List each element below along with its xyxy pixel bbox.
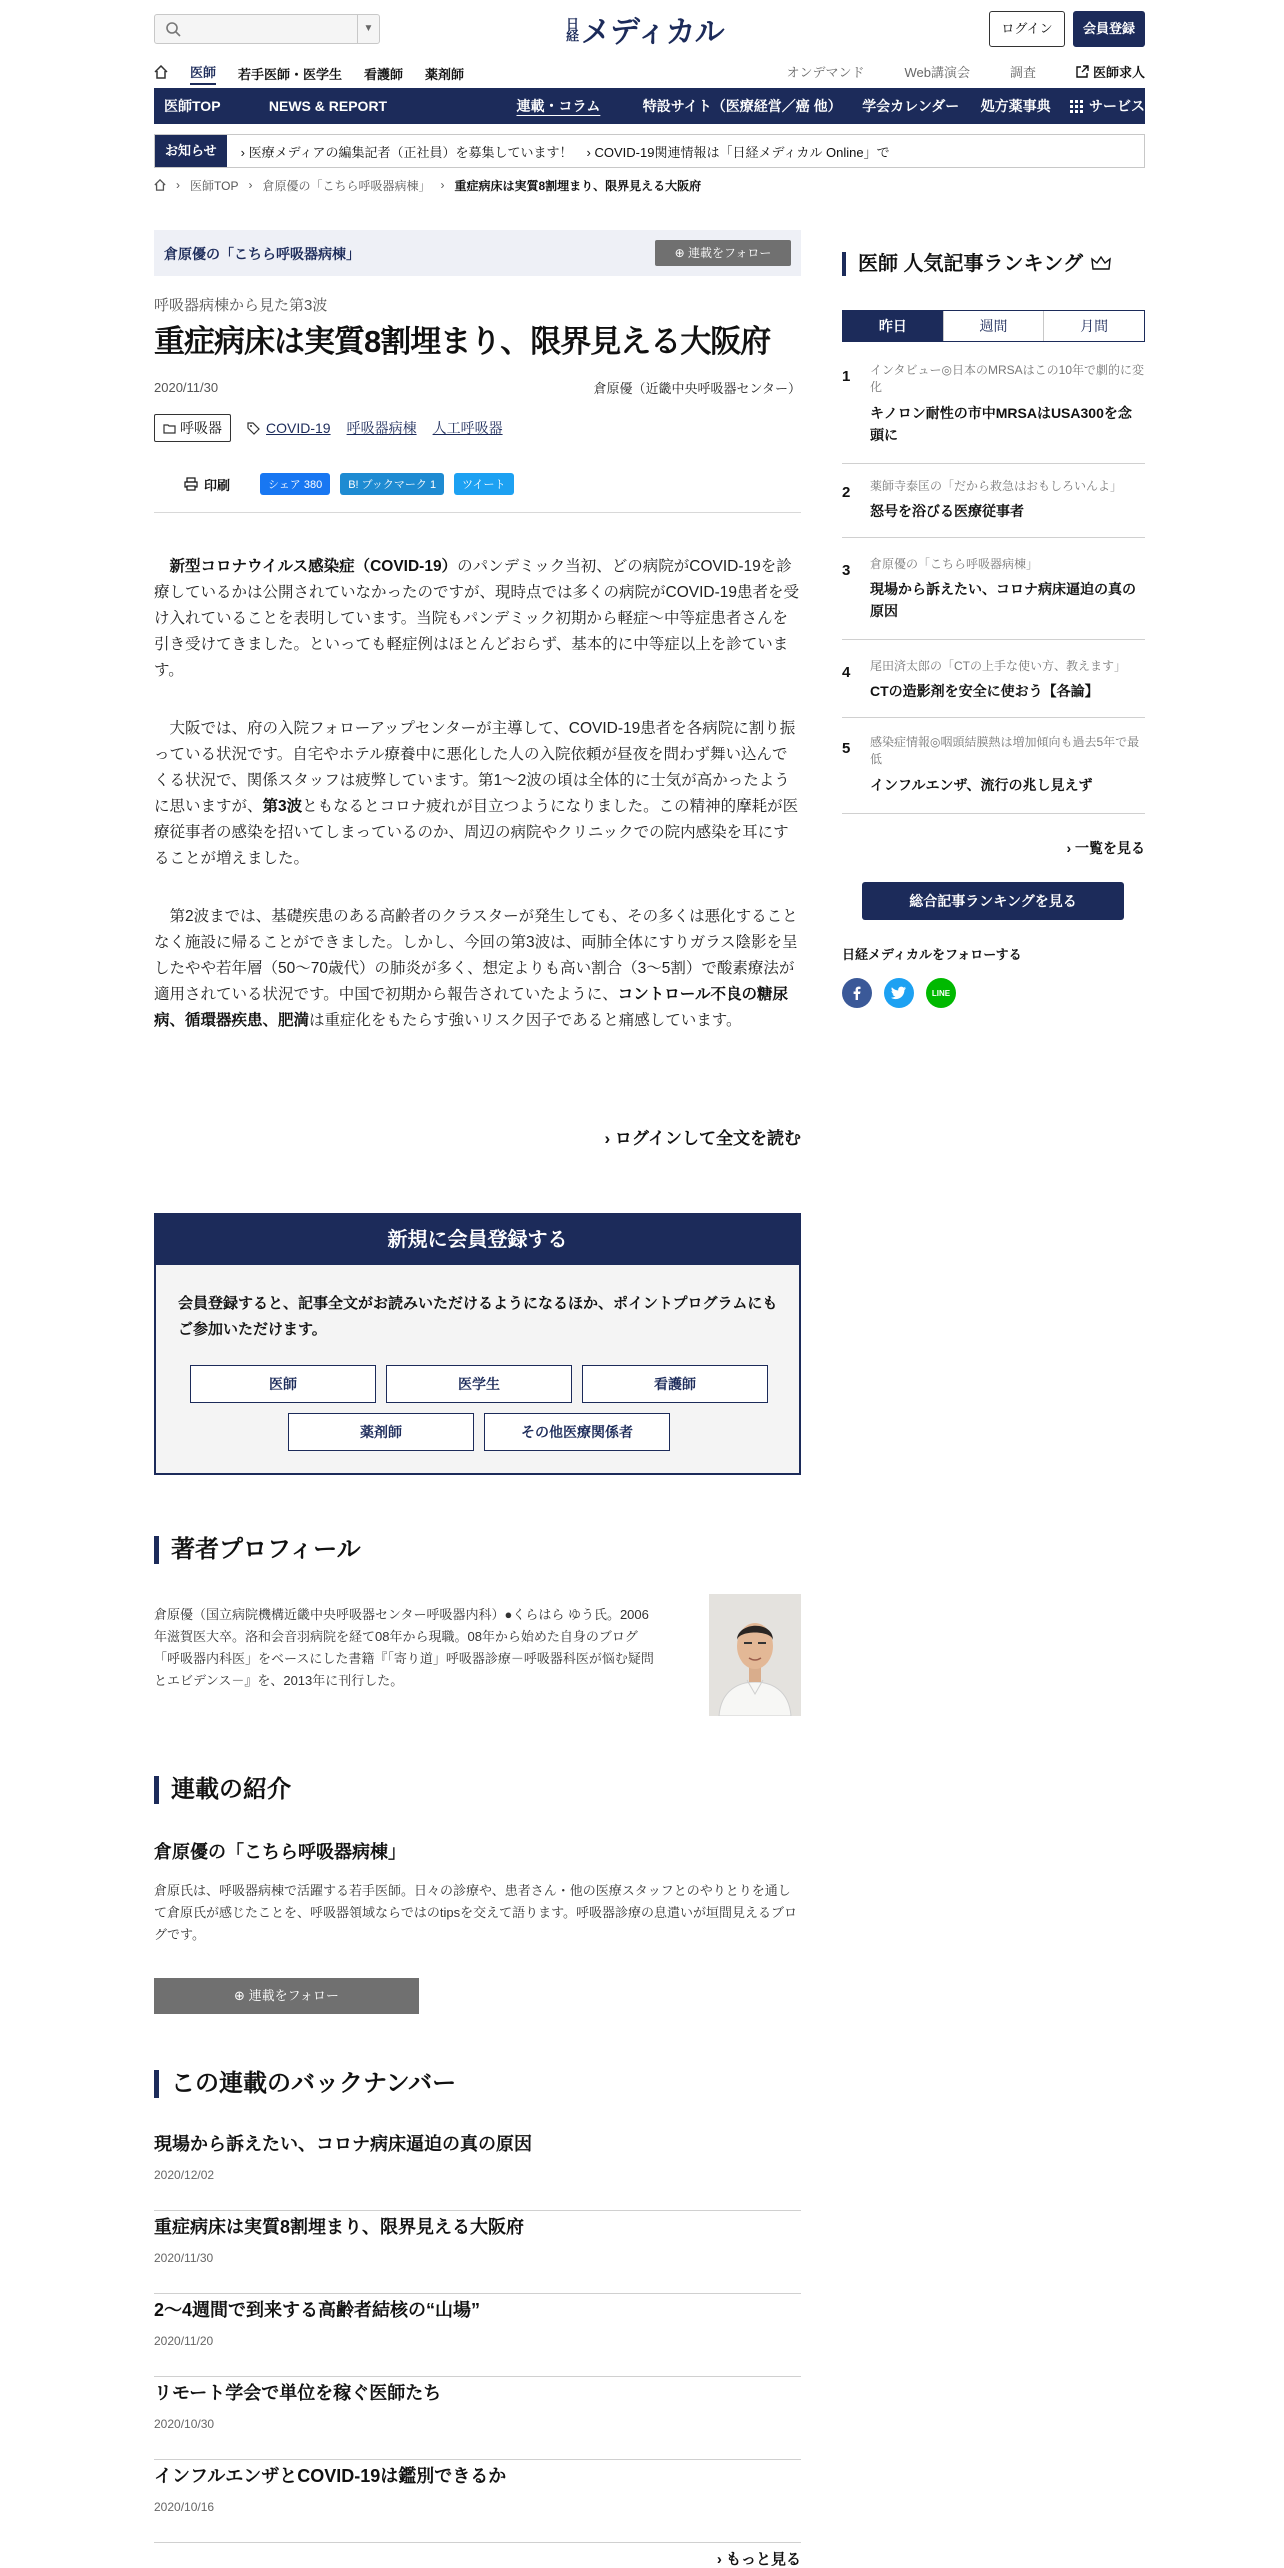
paragraph-text: は重症化をもたらす強いリスク因子であると痛感しています。 <box>309 1012 742 1029</box>
series-intro-title: 連載の紹介 <box>154 1776 801 1804</box>
notice-item-text: 医療メディアの編集記者（正社員）を募集しています！ <box>248 144 573 160</box>
follow-series-button[interactable] <box>154 1978 419 2014</box>
hatena-bookmark-button[interactable]: B! ブックマーク 1 <box>340 473 444 495</box>
ranking-item-sub: インタビュー◎日本のMRSAはこの10年で劇的に変化 <box>870 363 1145 394</box>
notice-bar <box>154 134 1145 168</box>
ranking-number: 1 <box>842 368 851 385</box>
paragraph-bold: 新型コロナウイルス感染症（COVID-19） <box>169 558 458 575</box>
notice-tag: お知らせ <box>155 135 227 167</box>
article-tags <box>154 414 801 442</box>
register-nurse-button[interactable]: 看護師 <box>582 1365 768 1403</box>
register-other-button[interactable]: その他医療関係者 <box>484 1413 670 1451</box>
mainnav-doctor-top[interactable]: 医師TOP <box>164 98 221 114</box>
ranking-number: 3 <box>842 562 851 579</box>
breadcrumb-item[interactable]: 医師TOP <box>190 178 239 193</box>
article-kicker: 呼吸器病棟から見た第3波 <box>154 297 328 314</box>
backnumber-item-title: 2～4週間で到来する高齢者結核の“山場” <box>154 2300 481 2320</box>
nav-pharmacist[interactable]: 薬剤師 <box>425 67 465 82</box>
follow-title: 日経メディカルをフォローする <box>842 947 1022 962</box>
all-ranking-button[interactable]: 総合記事ランキングを見る <box>862 882 1124 920</box>
ranking-tabs <box>842 310 1145 342</box>
tag-icon <box>247 422 260 435</box>
chevron-right-icon: › <box>440 178 445 192</box>
mainnav-service-label: サービス <box>1089 98 1145 114</box>
ranking-item-title: CTの造影剤を安全に使おう【各論】 <box>870 683 1099 699</box>
backnumber-item[interactable] <box>154 2377 801 2460</box>
twitter-icon[interactable] <box>884 978 914 1008</box>
divider <box>154 512 801 513</box>
logo-medical: メディカル <box>581 15 724 50</box>
ranking-more-label: 一覧を見る <box>1075 840 1145 856</box>
caret-down-icon: ▼ <box>363 23 374 34</box>
page-title: 重症病床は実質8割埋まり、限界見える大阪府 <box>154 324 771 359</box>
ranking-item[interactable] <box>842 658 1145 718</box>
paragraph-text: 大阪では、府の入院フォローアップセンターが主導して、COVID-19患者を各病院に割り振っている状況です。自宅やホテル療養中に悪化した人の入院依頼が昼夜を問わず舞い込んでくる状況で、関係スタッフは疲弊しています。第1～2波の頃は全体的に士気が高かったように思いますが、 <box>154 720 796 815</box>
registration-text: 会員登録すると、記事全文がお読みいただけるようになるほか、ポイントプログラムにもご参加いただけます。 <box>178 1295 778 1338</box>
home-link[interactable] <box>154 65 168 82</box>
backnumber-item-date: 2020/11/20 <box>154 2334 214 2348</box>
paragraph-bold: 第3波 <box>262 798 303 815</box>
chevron-right-icon: › <box>176 178 180 192</box>
mainnav-calendar[interactable]: 学会カレンダー <box>862 98 960 114</box>
profile-title: 著者プロフィール <box>154 1536 801 1564</box>
more-backnumbers-link[interactable] <box>154 2548 801 2568</box>
plus-circle-icon: ⊕ <box>674 246 685 260</box>
ranking-item-sub: 倉原優の「こちら呼吸器病棟」 <box>870 557 1039 571</box>
register-button[interactable]: 会員登録 <box>1073 11 1145 47</box>
tag-link[interactable]: 人工呼吸器 <box>432 420 503 436</box>
backnumber-item-title: リモート学会で単位を稼ぐ医師たち <box>154 2383 442 2403</box>
ranking-item[interactable] <box>842 362 1145 464</box>
facebook-icon[interactable] <box>842 978 872 1008</box>
follow-series-label: 連載をフォロー <box>688 246 772 260</box>
nav-survey[interactable]: 調査 <box>1009 65 1036 80</box>
register-doctor-button[interactable]: 医師 <box>190 1365 376 1403</box>
backnumber-item-date: 2020/11/30 <box>154 2251 214 2265</box>
category-label: 呼吸器 <box>180 420 222 436</box>
sns-links <box>842 978 1145 1008</box>
chevron-right-icon: › <box>1066 840 1072 856</box>
share-bar <box>154 472 801 496</box>
nav-ondemand[interactable]: オンデマンド <box>786 65 865 80</box>
audience-nav <box>154 62 1145 86</box>
printer-icon <box>184 477 198 491</box>
tag-link[interactable]: COVID-19 <box>266 420 331 436</box>
register-student-button[interactable]: 医学生 <box>386 1365 572 1403</box>
author-portrait <box>709 1594 801 1716</box>
logo-nikkei: 日経 <box>563 17 578 41</box>
tweet-button[interactable]: ツイート <box>454 473 513 495</box>
plus-circle-icon: ⊕ <box>234 1988 245 2003</box>
login-button[interactable]: ログイン <box>989 11 1065 47</box>
mainnav-special[interactable]: 特設サイト（医療経営／癌 他） <box>642 98 842 114</box>
nav-doctor[interactable]: 医師 <box>190 62 216 85</box>
backnumber-item-date: 2020/10/16 <box>154 2500 215 2514</box>
tab-yesterday[interactable]: 昨日 <box>843 311 943 341</box>
notice-item-text: COVID-19関連情報は「日経メディカル Online」で <box>594 144 890 160</box>
folder-icon <box>163 423 176 434</box>
nav-nurse[interactable]: 看護師 <box>364 67 404 82</box>
follow-series-button[interactable] <box>655 240 791 266</box>
backnumber-item-date: 2020/10/30 <box>154 2417 215 2431</box>
ranking-item-sub: 感染症情報◎咽頭結膜熱は増加傾向も過去5年で最低 <box>870 735 1140 766</box>
ranking-item-sub: 尾田済太郎の「CTの上手な使い方、教えます」 <box>870 659 1126 673</box>
ranking-number: 4 <box>842 664 851 681</box>
backnumber-item[interactable] <box>154 2460 801 2543</box>
ranking-number: 5 <box>842 740 851 757</box>
mainnav-news[interactable]: NEWS & REPORT <box>268 98 388 114</box>
article-paragraph <box>154 904 801 1034</box>
site-header <box>154 0 1145 58</box>
profile-text: 倉原優（国立病院機構近畿中央呼吸器センター呼吸器内科）●くらはら ゆう氏。2006年滋賀医大卒。洛和会音羽病院を経て08年から現職。08年から始めた自身のブログ「呼吸器内科医」をベースにした書籍『「寄り道」呼吸器診療－呼吸器科医が悩む疑問とエビデンス－』を、2013年に刊行した。 <box>154 1607 654 1688</box>
chevron-right-icon: › <box>604 1129 611 1148</box>
breadcrumb-item[interactable]: 倉原優の「こちら呼吸器病棟」 <box>262 178 431 193</box>
ranking-item-title: インフルエンザ、流行の兆し見えず <box>870 777 1093 793</box>
nav-job[interactable] <box>1076 62 1145 81</box>
paragraph-bold: コントロール不良の糖尿病、循環器疾患、肥満 <box>154 986 788 1029</box>
print-button[interactable] <box>184 475 230 494</box>
search-icon <box>165 21 181 37</box>
backnumber-item-title: インフルエンザとCOVID-19は鑑別できるか <box>154 2466 507 2486</box>
author-photo <box>709 1594 801 1716</box>
backnumber-item-title: 重症病床は実質8割埋まり、限界見える大阪府 <box>154 2217 525 2237</box>
ranking-number: 2 <box>842 484 851 501</box>
backnumber-item[interactable] <box>154 2128 801 2211</box>
tab-monthly[interactable]: 月間 <box>1043 311 1144 341</box>
backnumber-item-title: 現場から訴えたい、コロナ病床逼迫の真の原因 <box>154 2134 532 2154</box>
registration-box <box>154 1213 801 1475</box>
login-read-more-link[interactable] <box>154 1124 801 1149</box>
register-pharmacist-button[interactable]: 薬剤師 <box>288 1413 474 1451</box>
tab-weekly[interactable]: 週間 <box>943 311 1044 341</box>
paragraph-text: ともなるとコロナ疲れが目立つようになりました。この精神的摩耗が医療従事者の感染を招いてしまっているのか、周辺の病院やクリニックでの院内感染を耳にすることが増えました。 <box>154 798 799 867</box>
chevron-right-icon: › <box>716 2551 722 2568</box>
backnumber-title: この連載のバックナンバー <box>154 2070 801 2098</box>
chevron-right-icon: › <box>248 178 253 192</box>
line-icon-label: LINE <box>931 988 951 998</box>
nav-young-doctor[interactable]: 若手医師・医学生 <box>238 67 343 82</box>
follow-series-label: 連載をフォロー <box>248 1988 339 2003</box>
backnumber-item[interactable] <box>154 2294 801 2377</box>
series-banner-name[interactable]: 倉原優の「こちら呼吸器病棟」 <box>164 246 360 262</box>
read-more-label: ログインして全文を読む <box>614 1129 801 1148</box>
crown-icon <box>1091 256 1111 272</box>
article-paragraph <box>154 716 801 872</box>
series-text: 倉原氏は、呼吸器病棟で活躍する若手医師。日々の診療や、患者さん・他の医療スタッフとのやりとりを通して倉原氏が感じたことを、呼吸器領域ならではのtipsを交えて語ります。呼吸器診療の息遣いが垣間見えるブログです。 <box>154 1883 798 1942</box>
paragraph-text: 第2波までは、基礎疾患のある高齢者のクラスターが発生しても、その多くは悪化することなく施設に帰ることができました。しかし、今回の第3波は、両肺全体にすりガラス陰影を呈したやや若年層（50～70歳代）の肺炎が多く、想定よりも高い割合（3～5割）で酸素療法が適用されている状況です。中国で初期から報告されていたように、 <box>154 908 798 1003</box>
ranking-item-title: 現場から訴えたい、コロナ病床逼迫の真の原因 <box>870 581 1136 619</box>
facebook-share-button[interactable]: シェア 380 <box>260 473 330 495</box>
paragraph-text: のパンデミック当初、どの病院がCOVID-19を診療しているかは公開されていなかったのですが、現時点では多くの病院がCOVID-19患者を受け入れていることを表明しています。当院もパンデミック初期から軽症～中等症患者さんを引き受けてきました。といっても軽症例はほとんどおらず、基本的に中等症以上を診ています。 <box>154 558 799 679</box>
ranking-item[interactable] <box>842 478 1145 538</box>
registration-heading: 新規に会員登録する <box>156 1215 799 1265</box>
ranking-item[interactable] <box>842 556 1145 640</box>
search-input[interactable] <box>154 14 380 44</box>
search-dropdown[interactable] <box>357 15 379 43</box>
home-icon[interactable] <box>154 179 166 191</box>
article-date: 2020/11/30 <box>154 380 219 395</box>
notice-item[interactable]: › 医療メディアの編集記者（正社員）を募集しています！ <box>240 144 573 160</box>
line-icon[interactable] <box>926 978 956 1008</box>
backnumber-item[interactable] <box>154 2211 801 2294</box>
ranking-item[interactable] <box>842 734 1145 814</box>
grid-icon <box>1070 100 1083 113</box>
site-logo[interactable] <box>563 11 744 50</box>
ranking-item-title: 怒号を浴びる医療従事者 <box>870 503 1024 519</box>
nav-web-lecture[interactable]: Web講演会 <box>904 65 970 80</box>
notice-item[interactable]: › COVID-19関連情報は「日経メディカル Online」で <box>586 144 890 160</box>
category-badge[interactable] <box>154 414 231 442</box>
ranking-item-sub: 薬師寺泰匡の「だから救急はおもしろいんよ」 <box>870 479 1123 493</box>
home-icon <box>154 65 168 79</box>
external-link-icon <box>1076 65 1089 78</box>
main-nav <box>154 88 1145 124</box>
article-paragraph <box>154 554 801 684</box>
mainnav-series[interactable]: 連載・コラム <box>516 98 601 114</box>
breadcrumb-current: 重症病床は実質8割埋まり、限界見える大阪府 <box>454 178 702 193</box>
backnumber-item-date: 2020/12/02 <box>154 2168 215 2182</box>
tag-link[interactable]: 呼吸器病棟 <box>346 420 417 436</box>
series-banner <box>154 230 801 276</box>
article-author: 倉原優（近畿中央呼吸器センター） <box>593 381 801 396</box>
print-label: 印刷 <box>204 477 231 493</box>
breadcrumb <box>154 174 1145 196</box>
more-label: もっと見る <box>725 2551 801 2568</box>
ranking-item-title: キノロン耐性の市中MRSAはUSA300を念頭に <box>870 405 1132 443</box>
nav-job-label: 医師求人 <box>1092 65 1145 80</box>
ranking-title <box>842 252 1145 276</box>
series-name[interactable]: 倉原優の「こちら呼吸器病棟」 <box>154 1842 406 1862</box>
ranking-more-link[interactable] <box>842 838 1145 858</box>
mainnav-service[interactable] <box>1070 96 1145 116</box>
ranking-title-text: 医師 人気記事ランキング <box>858 253 1083 275</box>
mainnav-drug-dict[interactable]: 処方薬事典 <box>980 98 1051 114</box>
